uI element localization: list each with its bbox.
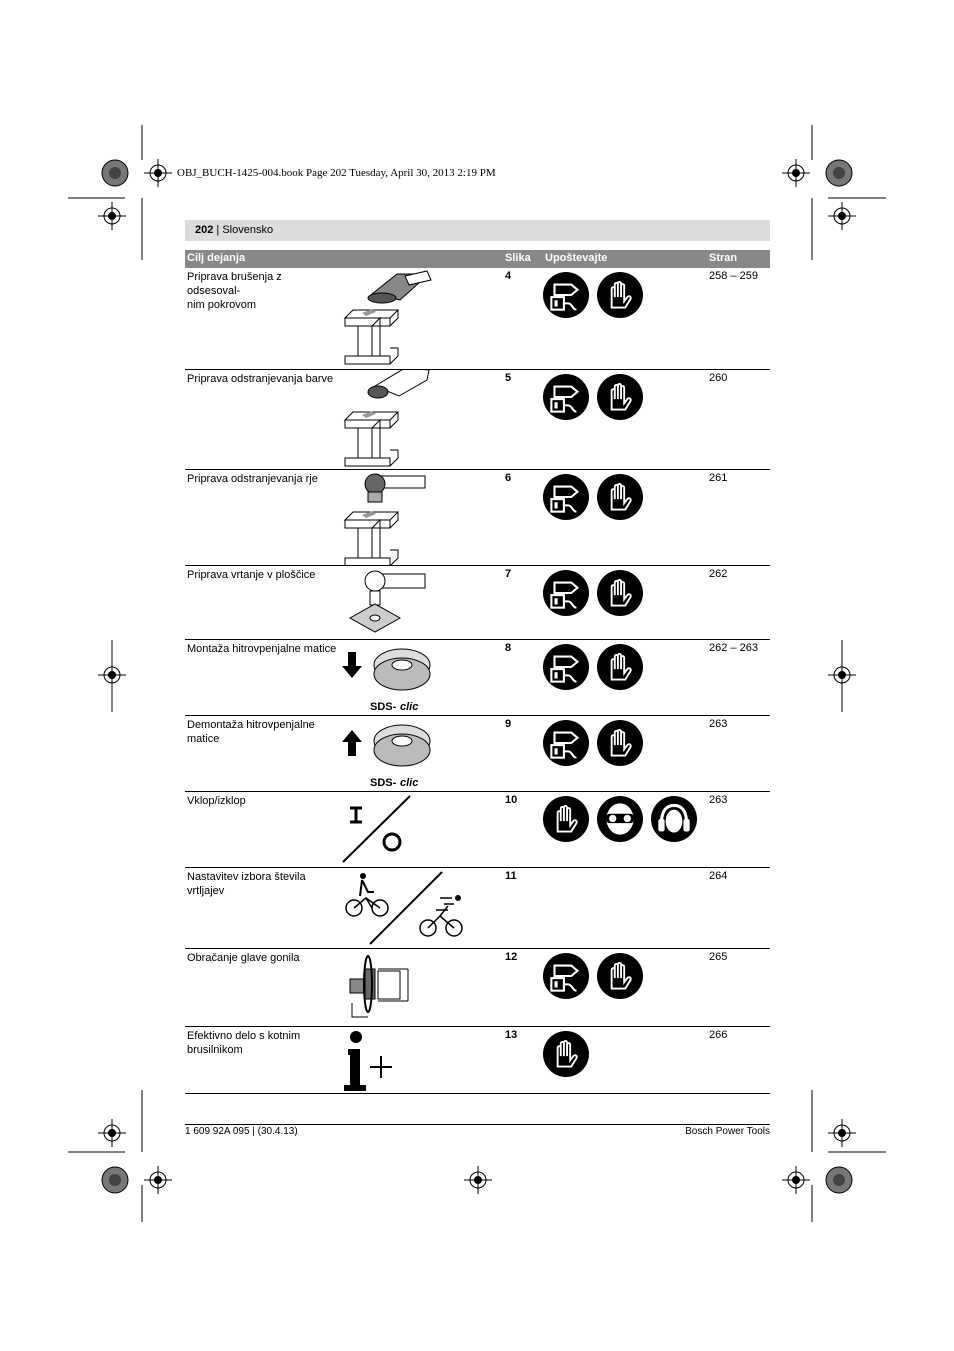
table-row bbox=[185, 868, 770, 949]
row-illustration bbox=[340, 716, 460, 795]
table-row bbox=[185, 566, 770, 640]
ear-protection-icon bbox=[651, 796, 697, 842]
row-goal bbox=[187, 568, 337, 582]
table-row bbox=[185, 268, 770, 370]
row-illustration bbox=[340, 566, 460, 643]
footer-doc-id: 1 609 92A 095 | (30.4.13) bbox=[185, 1126, 298, 1137]
header-page: Stran bbox=[709, 252, 738, 264]
row-goal-line: Vklop/izklop bbox=[187, 795, 246, 807]
row-goal bbox=[187, 472, 337, 486]
row-goal bbox=[187, 1029, 337, 1057]
gloves-icon bbox=[597, 474, 643, 520]
row-goal-line: Montaža hitrovpenjalne matice bbox=[187, 643, 337, 655]
unplug-icon bbox=[543, 720, 589, 766]
row-goal-line: Priprava brušenja z odsesoval- bbox=[187, 271, 282, 297]
row-goal-line: Priprava vrtanje v ploščice bbox=[187, 569, 316, 581]
table-row bbox=[185, 792, 770, 868]
row-goal-line: matice bbox=[187, 733, 220, 745]
table-row bbox=[185, 949, 770, 1027]
svg-text:clic: clic bbox=[400, 777, 419, 789]
row-figure-number: 13 bbox=[505, 1029, 518, 1041]
header-goal: Cilj dejanja bbox=[187, 252, 246, 264]
book-header: OBJ_BUCH-1425-004.book Page 202 Tuesday, April 30, 2013 2:19 PM bbox=[177, 167, 496, 179]
gloves-icon bbox=[597, 374, 643, 420]
row-page-reference: 260 bbox=[709, 372, 728, 384]
unplug-icon bbox=[543, 570, 589, 616]
unplug-icon bbox=[543, 374, 589, 420]
footer-rule bbox=[185, 1124, 770, 1125]
page-number: 202 bbox=[195, 224, 214, 236]
row-illustration bbox=[340, 1027, 460, 1097]
row-page-reference: 266 bbox=[709, 1029, 728, 1041]
row-page-reference: 263 bbox=[709, 794, 728, 806]
gloves-icon bbox=[597, 272, 643, 318]
row-goal bbox=[187, 372, 337, 386]
table-body bbox=[185, 268, 770, 1094]
row-figure-number: 6 bbox=[505, 472, 512, 484]
page-language: Slovensko bbox=[222, 224, 274, 236]
row-page-reference: 261 bbox=[709, 472, 728, 484]
page-separator: | bbox=[213, 224, 223, 236]
row-goal bbox=[187, 951, 337, 965]
row-goal-line: Nastavitev izbora števila vrtljajev bbox=[187, 871, 306, 897]
row-illustration bbox=[340, 268, 460, 373]
unplug-icon bbox=[543, 474, 589, 520]
row-page-reference: 262 bbox=[709, 568, 728, 580]
table-header bbox=[185, 250, 770, 268]
unplug-icon bbox=[543, 644, 589, 690]
row-page-reference: 264 bbox=[709, 870, 728, 882]
row-goal-line: Priprava odstranjevanja barve bbox=[187, 373, 334, 385]
row-page-reference: 262 – 263 bbox=[709, 642, 758, 654]
svg-text:SDS-: SDS- bbox=[370, 777, 397, 789]
row-page-reference: 258 – 259 bbox=[709, 270, 758, 282]
row-figure-number: 4 bbox=[505, 270, 512, 282]
goggles-icon bbox=[597, 796, 643, 842]
row-illustration bbox=[340, 370, 460, 473]
row-page-reference: 265 bbox=[709, 951, 728, 963]
row-goal bbox=[187, 794, 337, 808]
row-goal-line: Efektivno delo s kotnim bbox=[187, 1030, 301, 1042]
gloves-icon bbox=[597, 720, 643, 766]
header-notes: Upoštevajte bbox=[545, 252, 608, 264]
row-illustration bbox=[340, 868, 470, 952]
row-illustration bbox=[340, 949, 460, 1030]
row-illustration bbox=[340, 640, 460, 719]
gloves-icon bbox=[543, 796, 589, 842]
row-goal bbox=[187, 870, 337, 898]
row-figure-number: 10 bbox=[505, 794, 518, 806]
svg-text:clic: clic bbox=[400, 701, 419, 713]
unplug-icon bbox=[543, 953, 589, 999]
row-figure-number: 9 bbox=[505, 718, 512, 730]
row-goal-line: Obračanje glave gonila bbox=[187, 952, 300, 964]
row-page-reference: 263 bbox=[709, 718, 728, 730]
instructions-table bbox=[185, 250, 770, 1094]
table-row bbox=[185, 470, 770, 566]
footer-brand: Bosch Power Tools bbox=[685, 1126, 770, 1137]
gloves-icon bbox=[597, 644, 643, 690]
row-goal bbox=[187, 718, 337, 746]
row-figure-number: 12 bbox=[505, 951, 518, 963]
header-figure: Slika bbox=[505, 252, 531, 264]
svg-text:SDS-: SDS- bbox=[370, 701, 397, 713]
gloves-icon bbox=[543, 1031, 589, 1077]
row-illustration bbox=[340, 470, 460, 569]
page-header bbox=[185, 220, 770, 241]
gloves-icon bbox=[597, 953, 643, 999]
table-row bbox=[185, 640, 770, 716]
row-figure-number: 5 bbox=[505, 372, 512, 384]
row-figure-number: 8 bbox=[505, 642, 512, 654]
row-goal-line: nim pokrovom bbox=[187, 299, 257, 311]
row-goal-line: Demontaža hitrovpenjalne bbox=[187, 719, 315, 731]
row-figure-number: 7 bbox=[505, 568, 512, 580]
row-figure-number: 11 bbox=[505, 870, 517, 882]
row-goal bbox=[187, 642, 337, 656]
table-row bbox=[185, 370, 770, 470]
row-goal bbox=[187, 270, 337, 312]
gloves-icon bbox=[597, 570, 643, 616]
row-goal-line: Priprava odstranjevanja rje bbox=[187, 473, 318, 485]
table-row bbox=[185, 1027, 770, 1094]
unplug-icon bbox=[543, 272, 589, 318]
row-goal-line: brusilnikom bbox=[187, 1044, 243, 1056]
row-illustration bbox=[340, 792, 460, 871]
table-row bbox=[185, 716, 770, 792]
